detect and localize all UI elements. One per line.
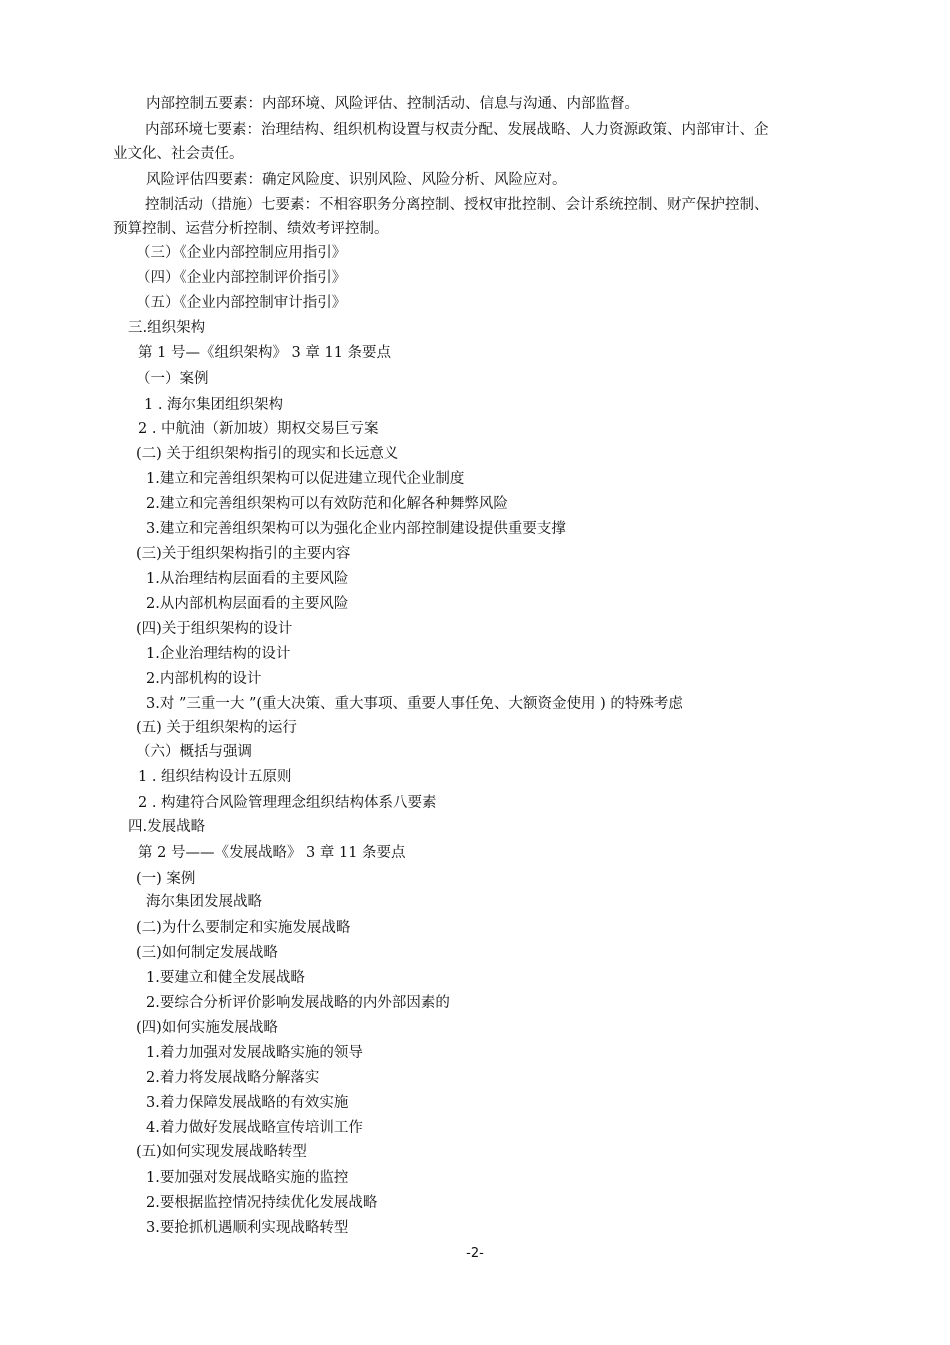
list-item: (一) 案例 — [136, 871, 196, 887]
list-item: 2.内部机构的设计 — [146, 671, 262, 687]
list-item: 海尔集团发展战略 — [146, 894, 262, 910]
list-item: （四）《企业内部控制评价指引》 — [136, 270, 347, 286]
list-item: 1.着力加强对发展战略实施的领导 — [146, 1045, 363, 1061]
list-item: (三)如何制定发展战略 — [136, 945, 278, 961]
paragraph-control-activities-seven-elements: 控制活动（措施）七要素：不相容职务分离控制、授权审批控制、会计系统控制、财产保护控制、预算控制、运营分析控制、绩效考评控制。 — [113, 197, 769, 237]
list-item: （五）《企业内部控制审计指引》 — [136, 295, 347, 311]
list-item: 3.建立和完善组织架构可以为强化企业内部控制建设提供重要支撑 — [146, 521, 566, 537]
list-item: (二)为什么要制定和实施发展战略 — [136, 920, 351, 936]
list-item: (三)关于组织架构指引的主要内容 — [136, 546, 351, 562]
list-item: 2.从内部机构层面看的主要风险 — [146, 596, 349, 612]
paragraph-internal-environment-seven-elements: 内部环境七要素：治理结构、组织机构设置与权责分配、发展战略、人力资源政策、内部审计、企业文化、社会责任。 — [113, 122, 769, 162]
list-item: 3.对 ”三重一大 ”(重大决策、重大事项、重要人事任免、大额资金使用 ) 的特殊考虑 — [146, 696, 683, 712]
list-item: 2.着力将发展战略分解落实 — [146, 1070, 320, 1086]
list-item: (四)如何实施发展战略 — [136, 1020, 278, 1036]
section-heading: 四.发展战略 — [128, 819, 206, 835]
list-item: 1 . 组织结构设计五原则 — [138, 769, 292, 785]
subsection-heading: 第 1 号—《组织架构》 3 章 11 条要点 — [138, 345, 392, 361]
list-item: 3.要抢抓机遇顺利实现战略转型 — [146, 1220, 349, 1236]
list-item: 2.要综合分析评价影响发展战略的内外部因素的 — [146, 995, 450, 1011]
paragraph-internal-control-five-elements: 内部控制五要素：内部环境、风险评估、控制活动、信息与沟通、内部监督。 — [146, 96, 639, 112]
list-item: (四)关于组织架构的设计 — [136, 621, 293, 637]
list-item: （三）《企业内部控制应用指引》 — [136, 245, 347, 261]
list-item: 2 . 构建符合风险管理理念组织结构体系八要素 — [138, 795, 437, 811]
list-item: 4.着力做好发展战略宣传培训工作 — [146, 1120, 363, 1136]
list-item: 1.企业治理结构的设计 — [146, 646, 291, 662]
list-item: (五)如何实现发展战略转型 — [136, 1144, 307, 1160]
list-item: 3.着力保障发展战略的有效实施 — [146, 1095, 349, 1111]
subsection-heading: 第 2 号——《发展战略》 3 章 11 条要点 — [138, 845, 406, 861]
list-item: （六）概括与强调 — [136, 744, 252, 760]
list-item: 2.建立和完善组织架构可以有效防范和化解各种舞弊风险 — [146, 496, 508, 512]
list-item: 1 . 海尔集团组织架构 — [144, 397, 284, 413]
list-item: 2.要根据监控情况持续优化发展战略 — [146, 1195, 378, 1211]
page-number: -2- — [466, 1246, 484, 1261]
paragraph-risk-assessment-four-elements: 风险评估四要素：确定风险度、识别风险、风险分析、风险应对。 — [146, 172, 567, 188]
list-item: 1.建立和完善组织架构可以促进建立现代企业制度 — [146, 471, 465, 487]
list-item: 1.从治理结构层面看的主要风险 — [146, 571, 349, 587]
list-item: (五) 关于组织架构的运行 — [136, 720, 297, 736]
section-heading: 三.组织架构 — [128, 320, 206, 336]
list-item: 1.要加强对发展战略实施的监控 — [146, 1170, 349, 1186]
list-item: （一）案例 — [136, 371, 209, 387]
list-item: (二) 关于组织架构指引的现实和长远意义 — [136, 446, 399, 462]
list-item: 1.要建立和健全发展战略 — [146, 970, 305, 986]
list-item: 2 . 中航油（新加坡）期权交易巨亏案 — [138, 421, 379, 437]
